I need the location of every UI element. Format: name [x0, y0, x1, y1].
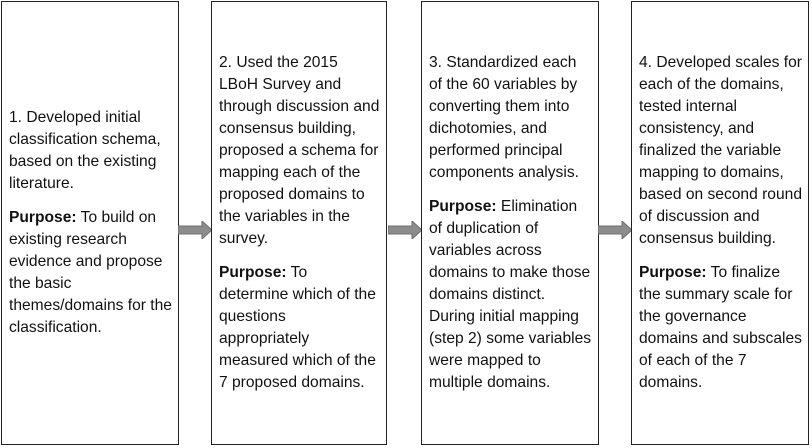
step-1-purpose-text: To build on existing research evidence and propose the basic themes/domains for the classification. [9, 209, 172, 336]
step-3-purpose-text: Elimination of duplication of variables across domains to make those domains distinct. During initial mapping (step 2) some variables were mapped to multiple domains. [429, 198, 592, 391]
step-4-purpose-text: To finalize the summary scale for the governance domains and subscales of each of the 7 domains. [639, 264, 802, 391]
step-4-box [631, 1, 809, 445]
step-4-purpose [639, 262, 802, 394]
step-3-purpose [429, 196, 592, 394]
step-3-purpose-label: Purpose: [429, 198, 497, 215]
arrow-3-shape [598, 221, 632, 239]
step-4-description: 4. Developed scales for each of the domains, tested internal consistency, and finalized the variable mapping to domains, based on second round of discussion and consensus building. [639, 54, 802, 247]
step-1-purpose [9, 207, 172, 339]
step-2-purpose-label: Purpose: [219, 264, 287, 281]
step-4-purpose-label: Purpose: [639, 264, 707, 281]
arrow-right-icon [598, 221, 632, 239]
step-1-box [1, 1, 179, 445]
step-2-box [211, 1, 387, 445]
step-3-box [421, 1, 599, 445]
arrow-right-icon [388, 221, 422, 239]
step-2-description: 2. Used the 2015 LBoH Survey and through discussion and consensus building, proposed a schema for mapping each of the proposed domains to the variables in the survey. [219, 54, 380, 247]
step-2-purpose-text: To determine which of the questions appropriately measured which of the 7 proposed domains. [219, 264, 376, 391]
step-2-purpose [219, 262, 380, 394]
arrow-right-icon [178, 221, 212, 239]
arrow-2-shape [388, 221, 422, 239]
step-1-description: 1. Developed initial classification schema, based on the existing literature. [9, 109, 161, 192]
step-3-description: 3. Standardized each of the 60 variables by converting them into dichotomies, and performed principal components analysis. [429, 54, 579, 181]
arrow-1-shape [178, 221, 212, 239]
step-1-purpose-label: Purpose: [9, 209, 77, 226]
